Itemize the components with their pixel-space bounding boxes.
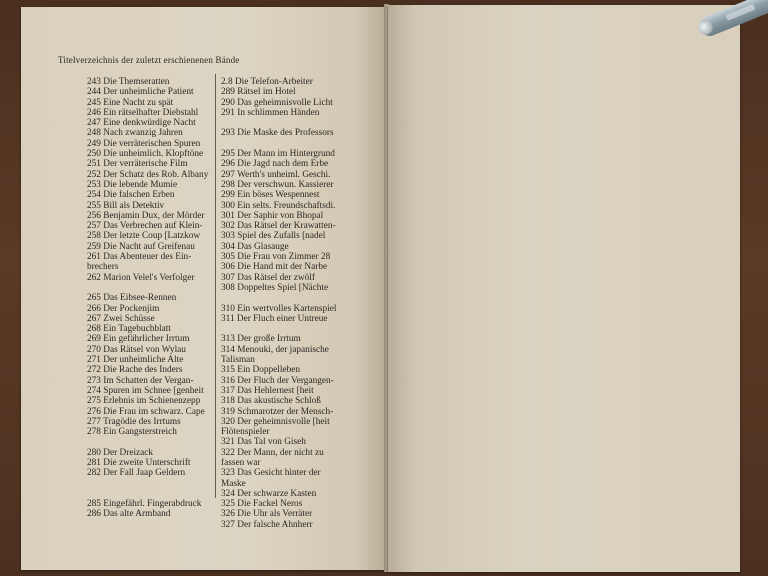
title-entry: 253 Die lebende Mumie bbox=[87, 179, 178, 190]
title-entry: 314 Menouki, der japanische bbox=[221, 344, 329, 355]
title-entry: 320 Der geheimnisvolle [heit bbox=[221, 416, 330, 427]
title-entry: 257 Das Verbrechen auf Klein- bbox=[87, 221, 203, 232]
title-entry bbox=[87, 437, 213, 447]
title-entry: 295 Der Mann im Hintergrund bbox=[221, 149, 335, 160]
title-entry: 249 Die verräterischen Spuren bbox=[87, 138, 201, 149]
title-entry: 261 Das Abenteuer des Ein- bbox=[87, 252, 192, 263]
title-entry: 322 Der Mann, der nicht zu bbox=[221, 447, 324, 458]
title-entry: 259 Die Nacht auf Greifenau bbox=[87, 241, 195, 252]
title-entry bbox=[87, 479, 213, 489]
column-divider bbox=[215, 74, 216, 498]
title-entry: 297 Werth's unheiml. Geschi. bbox=[221, 169, 331, 180]
title-entry: 300 Ein selts. Freundschaftsdi. bbox=[221, 200, 336, 211]
title-entry: 313 Der große Irrtum bbox=[221, 334, 301, 345]
title-entry: 278 Ein Gangsterstreich bbox=[87, 427, 177, 438]
title-entry bbox=[87, 489, 213, 499]
title-entry: Talisman bbox=[221, 355, 255, 366]
title-list-heading: Titelverzeichnis der zuletzt erschienenen Bände bbox=[58, 55, 240, 65]
title-entry: 270 Das Rätsel von Wylau bbox=[87, 344, 186, 355]
title-entry: 324 Der schwarze Kasten bbox=[221, 488, 317, 499]
title-entry: 251 Der verräterische Film bbox=[87, 159, 188, 170]
title-entry: 316 Der Fluch der Vergangen- bbox=[221, 375, 334, 386]
title-list-right-column bbox=[221, 77, 351, 530]
title-entry: 247 Eine denkwürdige Nacht bbox=[87, 118, 196, 129]
title-entry: 298 Der verschwun. Kassierer bbox=[221, 179, 334, 190]
title-entry: 2.8 Die Telefon-Arbeiter bbox=[221, 77, 313, 87]
title-entry: 289 Rätsel im Hotel bbox=[221, 87, 296, 98]
title-entry bbox=[87, 283, 213, 293]
title-entry: 280 Der Dreizack bbox=[87, 447, 154, 458]
title-entry: 306 Die Hand mit der Narbe bbox=[221, 262, 328, 273]
title-entry: 245 Eine Nacht zu spät bbox=[87, 97, 174, 108]
title-entry: 276 Die Frau im schwarz. Cape bbox=[87, 406, 205, 417]
title-entry: 246 Ein rätselhafter Diebstahl bbox=[87, 107, 199, 118]
title-entry: 301 Der Saphir von Bhopal bbox=[221, 210, 324, 221]
title-entry: 256 Benjamin Dux, der Mörder bbox=[87, 210, 205, 221]
title-entry: 252 Der Schatz des Rob. Albany bbox=[87, 169, 209, 180]
title-entry: Flötenspieler bbox=[221, 427, 270, 438]
title-entry: 318 Das akustische Schloß bbox=[221, 396, 321, 407]
title-entry: 274 Spuren im Schnee [genheit bbox=[87, 385, 204, 396]
title-entry: 282 Der Fall Jaap Geldern bbox=[87, 468, 186, 479]
title-entry: 310 Ein wertvolles Kartenspiel bbox=[221, 303, 337, 314]
title-entry: 243 Die Themseratten bbox=[87, 77, 170, 87]
title-entry: 268 Ein Tagebuchblatt bbox=[87, 324, 171, 335]
title-entry: 299 Ein böses Wespennest bbox=[221, 190, 320, 201]
title-entry: 290 Das geheimnisvolle Licht bbox=[221, 97, 333, 108]
title-entry: brechers bbox=[87, 262, 119, 273]
title-entry bbox=[221, 293, 351, 303]
title-entry: 267 Zwei Schüsse bbox=[87, 313, 155, 324]
title-entry: 269 Ein gefährlicher Irrtum bbox=[87, 334, 190, 345]
title-entry: 271 Der unheimliche Alte bbox=[87, 355, 184, 366]
title-entry: 291 In schlimmen Händen bbox=[221, 107, 320, 118]
title-list-left-column bbox=[87, 77, 213, 520]
title-entry: fassen war bbox=[221, 457, 261, 468]
title-entry: 266 Der Pockenjim bbox=[87, 303, 160, 314]
title-entry: 315 Ein Doppelleben bbox=[221, 365, 301, 376]
title-entry: 311 Der Fluch einer Untreue bbox=[221, 313, 328, 324]
title-entry bbox=[221, 324, 351, 334]
title-entry: 250 Die unheimlich. Klopftöne bbox=[87, 149, 204, 160]
title-entry: 317 Das Hehlernest [heit bbox=[221, 385, 314, 396]
title-entry: 273 Im Schatten der Vergan- bbox=[87, 375, 194, 386]
title-entry bbox=[221, 118, 351, 128]
title-entry: Maske bbox=[221, 478, 246, 489]
title-entry: 326 Die Uhr als Verräter bbox=[221, 509, 313, 520]
title-entry: 255 Bill als Detektiv bbox=[87, 200, 165, 211]
title-entry: 327 Der falsche Ahnherr bbox=[221, 519, 313, 530]
right-page bbox=[388, 5, 740, 572]
title-entry: 303 Spiel des Zufalls [nadel bbox=[221, 231, 326, 242]
title-entry: 304 Das Glasauge bbox=[221, 241, 289, 252]
title-entry: 285 Eingefährl. Fingerabdruck bbox=[87, 499, 202, 510]
title-entry: 325 Die Fackel Neros bbox=[221, 499, 303, 510]
title-entry: 307 Das Rätsel der zwölf bbox=[221, 272, 315, 283]
title-entry: 254 Die falschen Erben bbox=[87, 190, 175, 201]
title-entry: 281 Die zweite Unterschrift bbox=[87, 457, 191, 468]
title-entry: 308 Doppeltes Spiel [Nächte bbox=[221, 282, 329, 293]
title-entry: 275 Erlebnis im Schienenzepp bbox=[87, 396, 201, 407]
title-entry: 321 Das Tal von Giseh bbox=[221, 437, 306, 448]
title-entry: 319 Schmarotzer der Mensch- bbox=[221, 406, 334, 417]
title-entry: 305 Die Frau von Zimmer 28 bbox=[221, 252, 331, 263]
title-entry: 244 Der unheimliche Patient bbox=[87, 87, 194, 98]
title-entry bbox=[221, 139, 351, 149]
title-entry: 296 Die Jagd nach dem Erbe bbox=[221, 159, 329, 170]
title-entry: 265 Das Eibsee-Rennen bbox=[87, 293, 177, 304]
title-entry: 286 Das alte Armband bbox=[87, 509, 171, 520]
title-entry: 258 Der letzte Coup [Latzkow bbox=[87, 231, 201, 242]
title-entry: 272 Die Rache des Inders bbox=[87, 365, 183, 376]
title-entry: 262 Marion Velel's Verfolger bbox=[87, 272, 195, 283]
title-entry: 248 Nach zwanzig Jahren bbox=[87, 128, 183, 139]
title-entry: 293 Die Maske des Professors bbox=[221, 128, 334, 139]
title-entry: 302 Das Rätsel der Krawatten- bbox=[221, 221, 336, 232]
title-entry: 323 Das Gesicht hinter der bbox=[221, 468, 321, 479]
title-entry: 277 Tragödie des Irrtums bbox=[87, 416, 181, 427]
